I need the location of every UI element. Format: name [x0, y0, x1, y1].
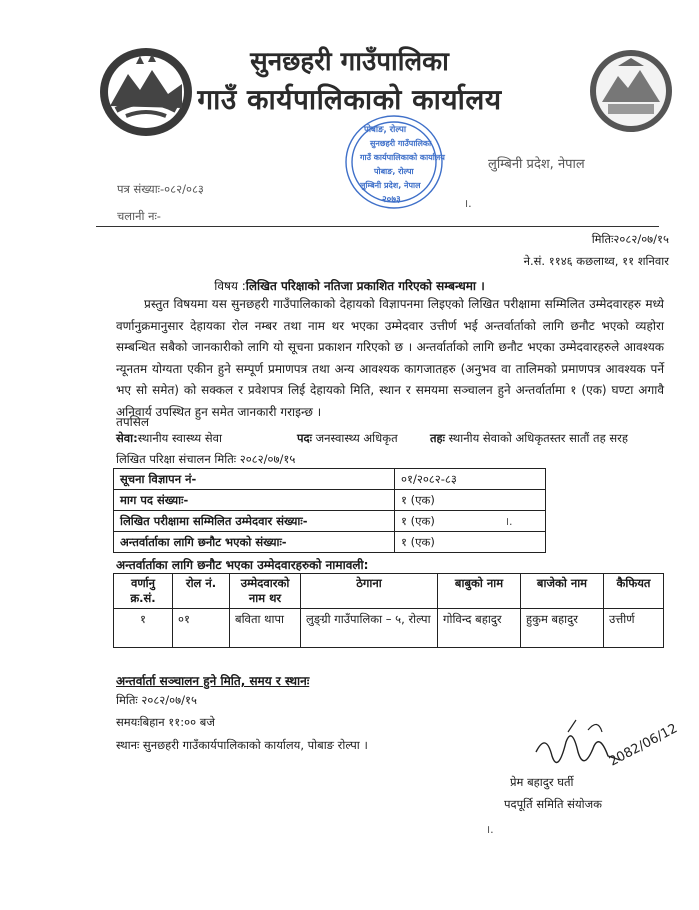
- column-header: रोल नं.: [173, 574, 230, 609]
- cell-remarks: उत्तीर्ण: [604, 609, 664, 648]
- summary-label: अन्तर्वार्ताका लागि छनौट भएको संख्याः-: [114, 532, 395, 553]
- candidate-table: [113, 573, 664, 648]
- summary-label: सूचना विज्ञापन नं-: [114, 469, 395, 490]
- column-header: कैफियत: [604, 574, 664, 609]
- body-text: प्रस्तुत विषयमा यस सुनछहरी गाउँपालिकाको देहायको विज्ञापनमा लिइएको लिखित परीक्षामा सम्मिलित उम्मेदवारहरु मध्ये वर्णानुक्रमानुसार देहायका रोल नम्बर तथा नाम थर भएका उम्मेदवार उत्तीर्ण भई अन्तर्वार्ताको लागि छनौट भएको व्यहोरा सम्बन्धित सबैको जानकारीको लागि यो सूचना प्रकाशन गरिएको छ । अन्तर्वार्ताको लागि छनौट भएका उम्मेदवारहरुले आवश्यक न्यूनतम योग्यता एकीन हुने सम्पूर्ण प्रमाणपत्र तथा अन्य आवश्यक कागजातहरु (अनुभव वा तालिमको प्रमाणपत्र आवश्यक पर्ने भए सो समेत) को सक्कल र प्रवेशपत्र लिई देहायको मिति, स्थान र समयमा सञ्चालन हुने अन्तर्वार्तामा १ (एक) घण्टा अगावै अनिवार्य उपस्थित हुन समेत जानकारी गराइन्छ ।: [116, 297, 664, 419]
- signature-date: 2082/06/12: [606, 721, 678, 770]
- stamp-line-4: लुम्बिनी प्रदेश, नेपाल: [360, 181, 421, 190]
- column-header: बाबुको नाम: [438, 574, 521, 609]
- stamp-line-1: सुनछहरी गाउँपालिका: [370, 139, 432, 148]
- stamp-line-3: पोबाङ, रोल्पा: [374, 167, 414, 176]
- column-header: बाजेको नाम: [521, 574, 604, 609]
- chalani-number: चलानी नः-: [117, 209, 161, 223]
- level-value: स्थानीय सेवाको अधिकृतस्तर सातौं तह सरह: [448, 431, 628, 445]
- subject-text: लिखित परिक्षाको नतिजा प्रकाशित गरिएको सम्बन्धमा ।: [245, 279, 485, 293]
- table-row: [114, 490, 546, 511]
- candidate-list-heading: अन्तर्वार्ताका लागि छनौट भएका उम्मेदवारहरुको नामावली:: [116, 558, 369, 572]
- interview-time: समयःबिहान ११:०० बजे: [116, 715, 215, 729]
- subject-label: विषय :: [214, 279, 246, 293]
- scan-mark: ।.: [504, 514, 513, 528]
- service-value: स्थानीय स्वास्थ्य सेवा: [137, 431, 223, 445]
- summary-value-text: १ (एक): [401, 513, 435, 528]
- post-info: [297, 431, 398, 446]
- column-header: ठेगाना: [301, 574, 438, 609]
- stamp-top-text: पोबाङ, रोल्पा: [364, 125, 407, 135]
- service-info: [116, 431, 222, 446]
- scan-mark: ।.: [486, 823, 494, 836]
- date-nepal-sambat: ने.सं. ११४६ कछलाथ्व, ११ शनिवार: [523, 254, 669, 268]
- summary-value: १ (एक): [395, 532, 546, 553]
- summary-table: [113, 468, 546, 553]
- header-divider: [96, 226, 659, 227]
- table-row: [114, 609, 664, 648]
- summary-value: ०१/२०८२-८३: [395, 469, 546, 490]
- signer-role: पदपूर्ति समिति संयोजक: [504, 797, 602, 811]
- province-location: लुम्बिनी प्रदेश, नेपाल: [488, 157, 585, 172]
- nepal-emblem: [588, 48, 674, 134]
- summary-label: माग पद संख्याः-: [114, 490, 395, 511]
- cell-serial: १: [114, 609, 173, 648]
- office-stamp: [340, 110, 448, 214]
- table-row: [114, 532, 546, 553]
- office-name: गाउँ कार्यपालिकाको कार्यालय: [197, 83, 502, 116]
- cell-father: गोविन्द बहादुर: [438, 609, 521, 648]
- signer-name: प्रेम बहादुर घर्ती: [510, 775, 574, 789]
- scan-mark: ।.: [464, 197, 472, 210]
- stamp-line-2: गाउँ कार्यपालिकाको कार्यालय: [360, 153, 445, 162]
- post-value: जनस्वास्थ्य अधिकृत: [315, 431, 398, 445]
- municipality-name: सुनछहरी गाउँपालिका: [250, 47, 449, 77]
- cell-name: बविता थापा: [230, 609, 301, 648]
- letter-number: पत्र संख्याः-०८२/०८३: [117, 182, 204, 196]
- body-paragraph: [116, 294, 664, 423]
- tapasil-label: तपसिल: [116, 415, 150, 429]
- table-row: [114, 511, 546, 532]
- stamp-year: २०७३: [382, 195, 401, 205]
- level-info: [430, 431, 628, 446]
- exam-date: लिखित परिक्षा संचालन मितिः २०८२/०७/१५: [116, 452, 296, 466]
- date-bs: मितिः२०८२/०७/१५: [591, 232, 669, 246]
- summary-value: १ (एक): [395, 490, 546, 511]
- level-label: तहः: [430, 431, 445, 445]
- column-header: उम्मेदवारको नाम थर: [230, 574, 301, 609]
- table-row: [114, 469, 546, 490]
- cell-grandfather: हुकुम बहादुर: [521, 609, 604, 648]
- summary-label: लिखित परीक्षामा सम्मिलित उम्मेदवार संख्याः-: [114, 511, 395, 532]
- cell-roll: ०१: [173, 609, 230, 648]
- interview-heading: अन्तर्वार्ता सञ्चालन हुने मिति, समय र स्थानः: [116, 674, 310, 688]
- summary-value: [395, 511, 546, 532]
- interview-date: मितिः २०८२/०७/१५: [116, 693, 197, 707]
- column-header: वर्णानु क्र.सं.: [114, 574, 173, 609]
- table-header-row: [114, 574, 664, 609]
- post-label: पदः: [297, 431, 312, 445]
- service-label: सेवा:: [116, 431, 138, 445]
- interview-place: स्थानः सुनछहरी गाउँकार्यपालिकाको कार्यालय, पोबाङ रोल्पा ।: [116, 738, 368, 752]
- cell-address: लुङ्ग्री गाउँपालिका – ५, रोल्पा: [301, 609, 438, 648]
- subject-line: [0, 277, 699, 294]
